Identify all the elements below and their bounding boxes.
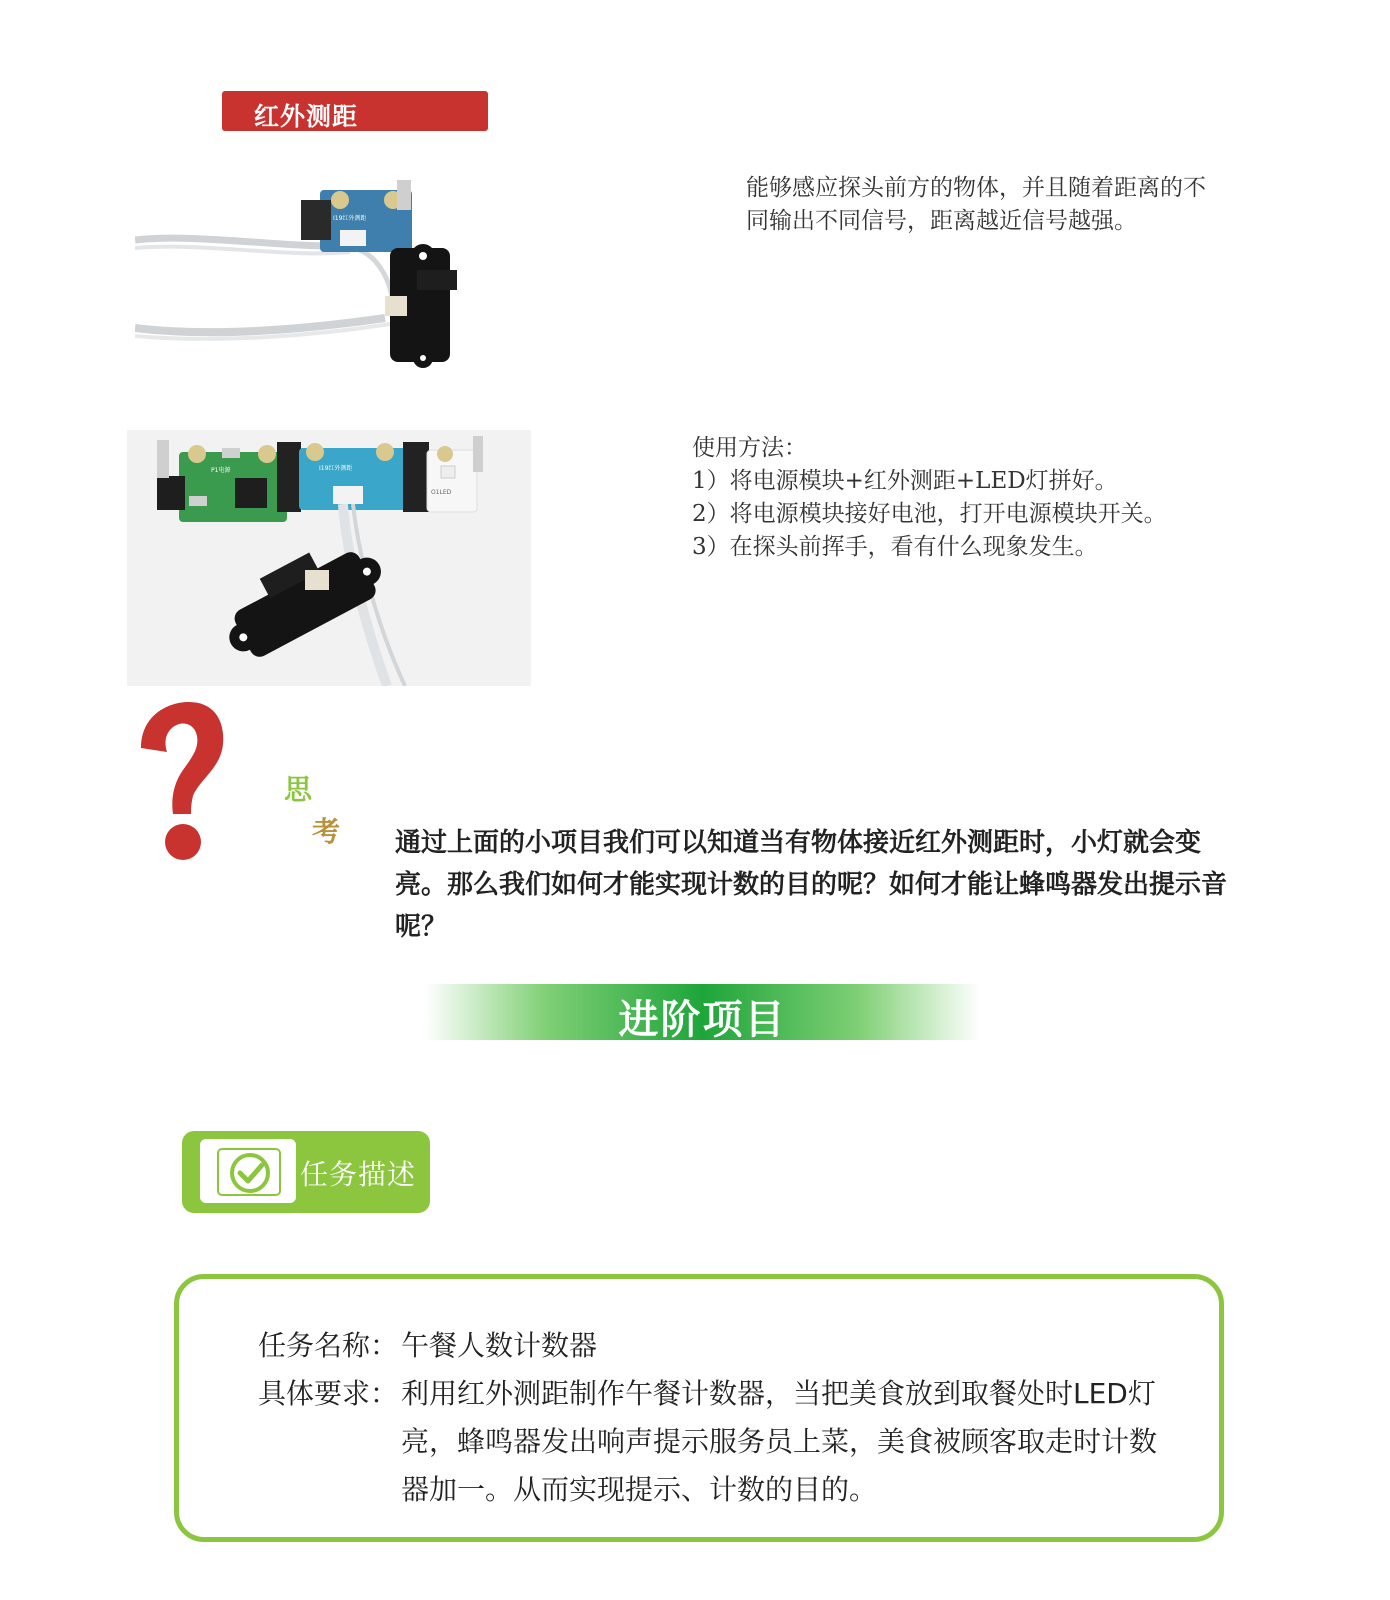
task-name-label: 任务名称： — [258, 1329, 399, 1362]
section-header — [222, 91, 488, 131]
usage-step: 3）在探头前挥手，看有什么现象发生。 — [692, 534, 1098, 560]
photo2-power-label: P1电源 — [211, 467, 231, 474]
advanced-project-banner — [425, 984, 980, 1043]
task-details — [258, 1322, 1166, 1514]
usage-instructions — [692, 432, 1252, 564]
task-description-tag — [182, 1131, 430, 1213]
usage-step: 2）将电源模块接好电池，打开电源模块开关。 — [692, 501, 1167, 527]
infrared-sensor-photo — [135, 178, 515, 378]
task-requirement-row — [258, 1370, 1166, 1514]
section-title: 红外测距 — [254, 102, 359, 131]
task-name-row — [258, 1322, 1166, 1370]
usage-step: 1）将电源模块+红外测距+LED灯拼好。 — [692, 468, 1118, 494]
think-char-kao: 考 — [312, 815, 341, 848]
usage-heading: 使用方法： — [692, 435, 807, 461]
assembled-modules-photo — [127, 430, 531, 686]
task-name-value: 午餐人数计数器 — [401, 1329, 598, 1362]
module-description: 能够感应探头前方的物体，并且随着距离的不同输出不同信号，距离越近信号越强。 — [746, 175, 1206, 234]
photo2-led-label: O1LED — [431, 489, 452, 496]
checkmark-icon — [200, 1139, 296, 1203]
photo1-board-label: I19红外测距 — [333, 215, 367, 222]
task-requirement-label: 具体要求： — [258, 1377, 399, 1410]
photo2-sensor-label: I19红外测距 — [319, 465, 353, 472]
question-mark-icon — [133, 700, 228, 860]
think-paragraph: 通过上面的小项目我们可以知道当有物体接近红外测距时，小灯就会变亮。那么我们如何才能实现计数的目的呢？如何才能让蜂鸣器发出提示音呢？ — [395, 828, 1228, 942]
think-char-si: 思 — [284, 773, 313, 806]
task-requirement-value: 利用红外测距制作午餐计数器，当把美食放到取餐处时LED灯亮，蜂鸣器发出响声提示服务员上菜，美食被顾客取走时计数器加一。从而实现提示、计数的目的。 — [401, 1377, 1158, 1506]
advanced-project-title: 进阶项目 — [618, 997, 787, 1043]
task-tag-label: 任务描述 — [300, 1158, 417, 1191]
